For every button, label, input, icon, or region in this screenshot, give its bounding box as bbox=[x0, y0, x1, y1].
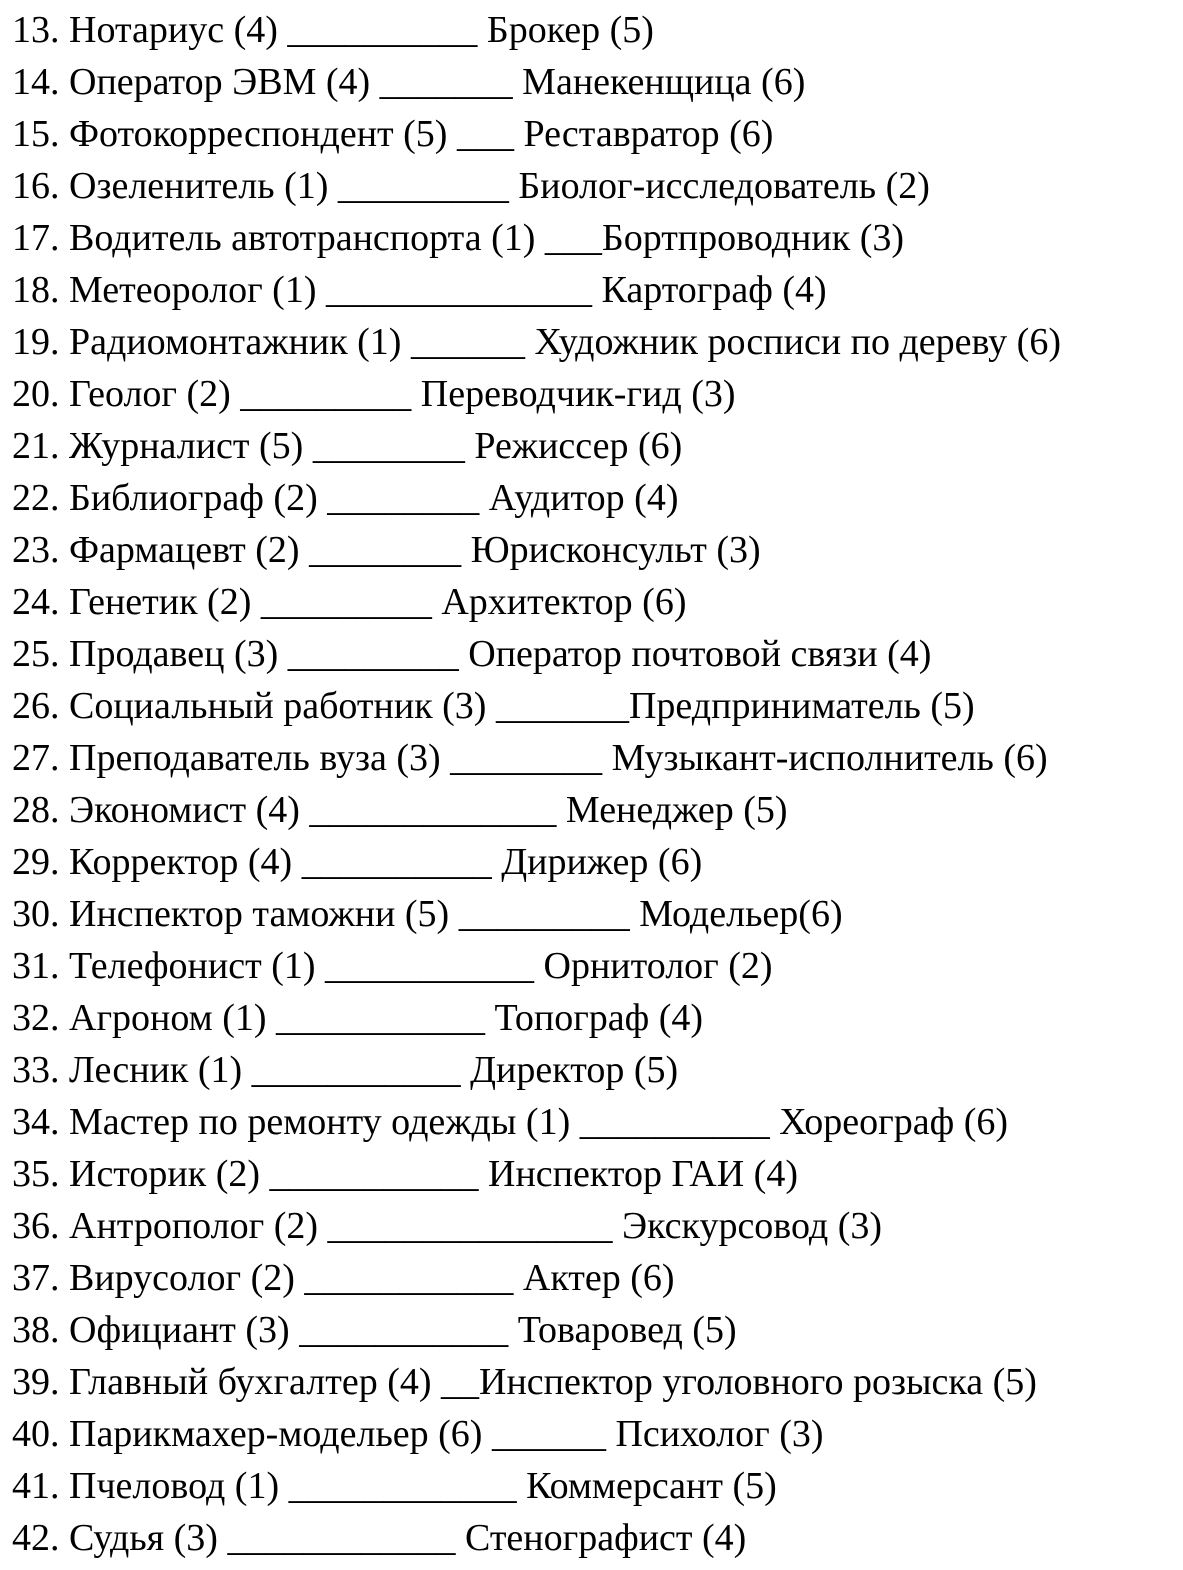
item-number: 28. bbox=[12, 789, 60, 831]
right-profession: Картограф (4) bbox=[591, 269, 827, 311]
answer-blank: _________ bbox=[260, 581, 432, 623]
item-number: 25. bbox=[12, 633, 60, 675]
list-item bbox=[12, 316, 1183, 368]
item-number: 16. bbox=[12, 165, 60, 207]
left-profession: Главный бухгалтер (4) bbox=[59, 1361, 442, 1403]
right-profession: Художник росписи по дереву (6) bbox=[524, 321, 1061, 363]
left-profession: Судья (3) bbox=[59, 1517, 228, 1559]
item-number: 26. bbox=[12, 685, 60, 727]
list-item bbox=[12, 420, 1183, 472]
list-item bbox=[12, 108, 1183, 160]
item-number: 23. bbox=[12, 529, 60, 571]
answer-blank: ________ bbox=[312, 425, 465, 467]
item-number: 38. bbox=[12, 1309, 60, 1351]
left-profession: Библиограф (2) bbox=[59, 477, 328, 519]
left-profession: Историк (2) bbox=[59, 1153, 270, 1195]
left-profession: Водитель автотранспорта (1) bbox=[59, 217, 545, 259]
item-number: 34. bbox=[12, 1101, 60, 1143]
answer-blank: ___________ bbox=[304, 1257, 514, 1299]
item-number: 13. bbox=[12, 9, 60, 51]
list-item bbox=[12, 160, 1183, 212]
list-item bbox=[12, 4, 1183, 56]
answer-blank: _______________ bbox=[327, 1205, 613, 1247]
items-list bbox=[12, 4, 1183, 1564]
left-profession: Преподаватель вуза (3) bbox=[59, 737, 451, 779]
item-number: 36. bbox=[12, 1205, 60, 1247]
item-number: 31. bbox=[12, 945, 60, 987]
list-item bbox=[12, 628, 1183, 680]
list-item bbox=[12, 992, 1183, 1044]
item-number: 14. bbox=[12, 61, 60, 103]
left-profession: Мастер по ремонту одежды (1) bbox=[59, 1101, 580, 1143]
right-profession: Экскурсовод (3) bbox=[612, 1205, 883, 1247]
list-item bbox=[12, 1096, 1183, 1148]
item-number: 29. bbox=[12, 841, 60, 883]
right-profession: Дирижер (6) bbox=[491, 841, 703, 883]
left-profession: Метеоролог (1) bbox=[59, 269, 326, 311]
right-profession: Переводчик-гид (3) bbox=[411, 373, 736, 415]
left-profession: Корректор (4) bbox=[59, 841, 302, 883]
list-item bbox=[12, 1460, 1183, 1512]
item-number: 32. bbox=[12, 997, 60, 1039]
list-item bbox=[12, 1252, 1183, 1304]
list-item bbox=[12, 212, 1183, 264]
answer-blank: _________ bbox=[458, 893, 630, 935]
answer-blank: _______ bbox=[495, 685, 629, 727]
right-profession: Актер (6) bbox=[513, 1257, 675, 1299]
list-item bbox=[12, 368, 1183, 420]
item-number: 20. bbox=[12, 373, 60, 415]
right-profession: Товаровед (5) bbox=[508, 1309, 737, 1351]
left-profession: Инспектор таможни (5) bbox=[59, 893, 459, 935]
item-number: 35. bbox=[12, 1153, 60, 1195]
item-number: 39. bbox=[12, 1361, 60, 1403]
left-profession: Нотариус (4) bbox=[59, 9, 288, 51]
list-item bbox=[12, 576, 1183, 628]
right-profession: Менеджер (5) bbox=[556, 789, 788, 831]
answer-blank: __________ bbox=[287, 9, 478, 51]
left-profession: Агроном (1) bbox=[59, 997, 276, 1039]
left-profession: Фотокорреспондент (5) bbox=[59, 113, 457, 155]
list-item bbox=[12, 264, 1183, 316]
item-number: 33. bbox=[12, 1049, 60, 1091]
answer-blank: _______ bbox=[379, 61, 513, 103]
answer-blank: ___ bbox=[456, 113, 514, 155]
answer-blank: ____________ bbox=[288, 1465, 517, 1507]
right-profession: Биолог-исследователь (2) bbox=[508, 165, 930, 207]
answer-blank: ______ bbox=[491, 1413, 606, 1455]
item-number: 21. bbox=[12, 425, 60, 467]
item-number: 19. bbox=[12, 321, 60, 363]
list-item bbox=[12, 1044, 1183, 1096]
item-number: 22. bbox=[12, 477, 60, 519]
right-profession: Орнитолог (2) bbox=[534, 945, 773, 987]
list-item bbox=[12, 1304, 1183, 1356]
list-item bbox=[12, 1408, 1183, 1460]
right-profession: Аудитор (4) bbox=[479, 477, 679, 519]
left-profession: Социальный работник (3) bbox=[59, 685, 496, 727]
answer-blank: ________ bbox=[327, 477, 480, 519]
answer-blank: ________ bbox=[309, 529, 462, 571]
right-profession: Предприниматель (5) bbox=[628, 685, 975, 727]
list-item bbox=[12, 680, 1183, 732]
list-item bbox=[12, 1356, 1183, 1408]
left-profession: Продавец (3) bbox=[59, 633, 288, 675]
left-profession: Парикмахер-модельер (6) bbox=[59, 1413, 492, 1455]
left-profession: Пчеловод (1) bbox=[59, 1465, 289, 1507]
list-item bbox=[12, 888, 1183, 940]
right-profession: Оператор почтовой связи (4) bbox=[458, 633, 932, 675]
answer-blank: __________ bbox=[301, 841, 492, 883]
answer-blank: ______________ bbox=[325, 269, 592, 311]
list-item bbox=[12, 940, 1183, 992]
answer-blank: __________ bbox=[579, 1101, 770, 1143]
right-profession: Хореограф (6) bbox=[769, 1101, 1009, 1143]
list-item bbox=[12, 1512, 1183, 1564]
answer-blank: _________ bbox=[337, 165, 509, 207]
right-profession: Инспектор ГАИ (4) bbox=[478, 1153, 798, 1195]
right-profession: Психолог (3) bbox=[605, 1413, 824, 1455]
right-profession: Манекенщица (6) bbox=[512, 61, 806, 103]
list-item bbox=[12, 836, 1183, 888]
answer-blank: __ bbox=[441, 1361, 480, 1403]
right-profession: Бортпроводник (3) bbox=[601, 217, 905, 259]
right-profession: Реставратор (6) bbox=[513, 113, 774, 155]
answer-blank: ___________ bbox=[251, 1049, 461, 1091]
item-number: 24. bbox=[12, 581, 60, 623]
item-number: 40. bbox=[12, 1413, 60, 1455]
right-profession: Директор (5) bbox=[460, 1049, 679, 1091]
list-item bbox=[12, 1200, 1183, 1252]
item-number: 30. bbox=[12, 893, 60, 935]
answer-blank: ___ bbox=[544, 217, 602, 259]
list-item bbox=[12, 1148, 1183, 1200]
right-profession: Юрисконсульт (3) bbox=[461, 529, 761, 571]
answer-blank: ____________ bbox=[227, 1517, 456, 1559]
left-profession: Озеленитель (1) bbox=[59, 165, 338, 207]
list-item bbox=[12, 784, 1183, 836]
list-item bbox=[12, 732, 1183, 784]
right-profession: Брокер (5) bbox=[477, 9, 654, 51]
right-profession: Коммерсант (5) bbox=[516, 1465, 777, 1507]
left-profession: Официант (3) bbox=[59, 1309, 300, 1351]
answer-blank: ___________ bbox=[325, 945, 534, 987]
list-item bbox=[12, 472, 1183, 524]
right-profession: Режиссер (6) bbox=[464, 425, 683, 467]
left-profession: Оператор ЭВМ (4) bbox=[59, 61, 380, 103]
left-profession: Антрополог (2) bbox=[59, 1205, 328, 1247]
item-number: 27. bbox=[12, 737, 60, 779]
right-profession: Модельер(6) bbox=[629, 893, 843, 935]
list-item bbox=[12, 56, 1183, 108]
left-profession: Геолог (2) bbox=[59, 373, 241, 415]
right-profession: Стенографист (4) bbox=[455, 1517, 747, 1559]
answer-blank: ___________ bbox=[299, 1309, 509, 1351]
item-number: 41. bbox=[12, 1465, 60, 1507]
left-profession: Вирусолог (2) bbox=[59, 1257, 305, 1299]
left-profession: Экономист (4) bbox=[59, 789, 310, 831]
item-number: 37. bbox=[12, 1257, 60, 1299]
right-profession: Инспектор уголовного розыска (5) bbox=[479, 1361, 1037, 1403]
list-item bbox=[12, 524, 1183, 576]
answer-blank: ___________ bbox=[276, 997, 485, 1039]
right-profession: Топограф (4) bbox=[485, 997, 704, 1039]
left-profession: Фармацевт (2) bbox=[59, 529, 310, 571]
item-number: 42. bbox=[12, 1517, 60, 1559]
left-profession: Генетик (2) bbox=[59, 581, 261, 623]
item-number: 17. bbox=[12, 217, 60, 259]
answer-blank: ___________ bbox=[269, 1153, 479, 1195]
answer-blank: ______ bbox=[410, 321, 525, 363]
left-profession: Радиомонтажник (1) bbox=[59, 321, 411, 363]
right-profession: Музыкант-исполнитель (6) bbox=[602, 737, 1048, 779]
answer-blank: ________ bbox=[450, 737, 603, 779]
left-profession: Телефонист (1) bbox=[59, 945, 325, 987]
left-profession: Лесник (1) bbox=[59, 1049, 252, 1091]
right-profession: Архитектор (6) bbox=[431, 581, 687, 623]
left-profession: Журналист (5) bbox=[59, 425, 313, 467]
answer-blank: _________ bbox=[240, 373, 412, 415]
item-number: 15. bbox=[12, 113, 60, 155]
item-number: 18. bbox=[12, 269, 60, 311]
answer-blank: _________ bbox=[287, 633, 459, 675]
answer-blank: _____________ bbox=[309, 789, 557, 831]
